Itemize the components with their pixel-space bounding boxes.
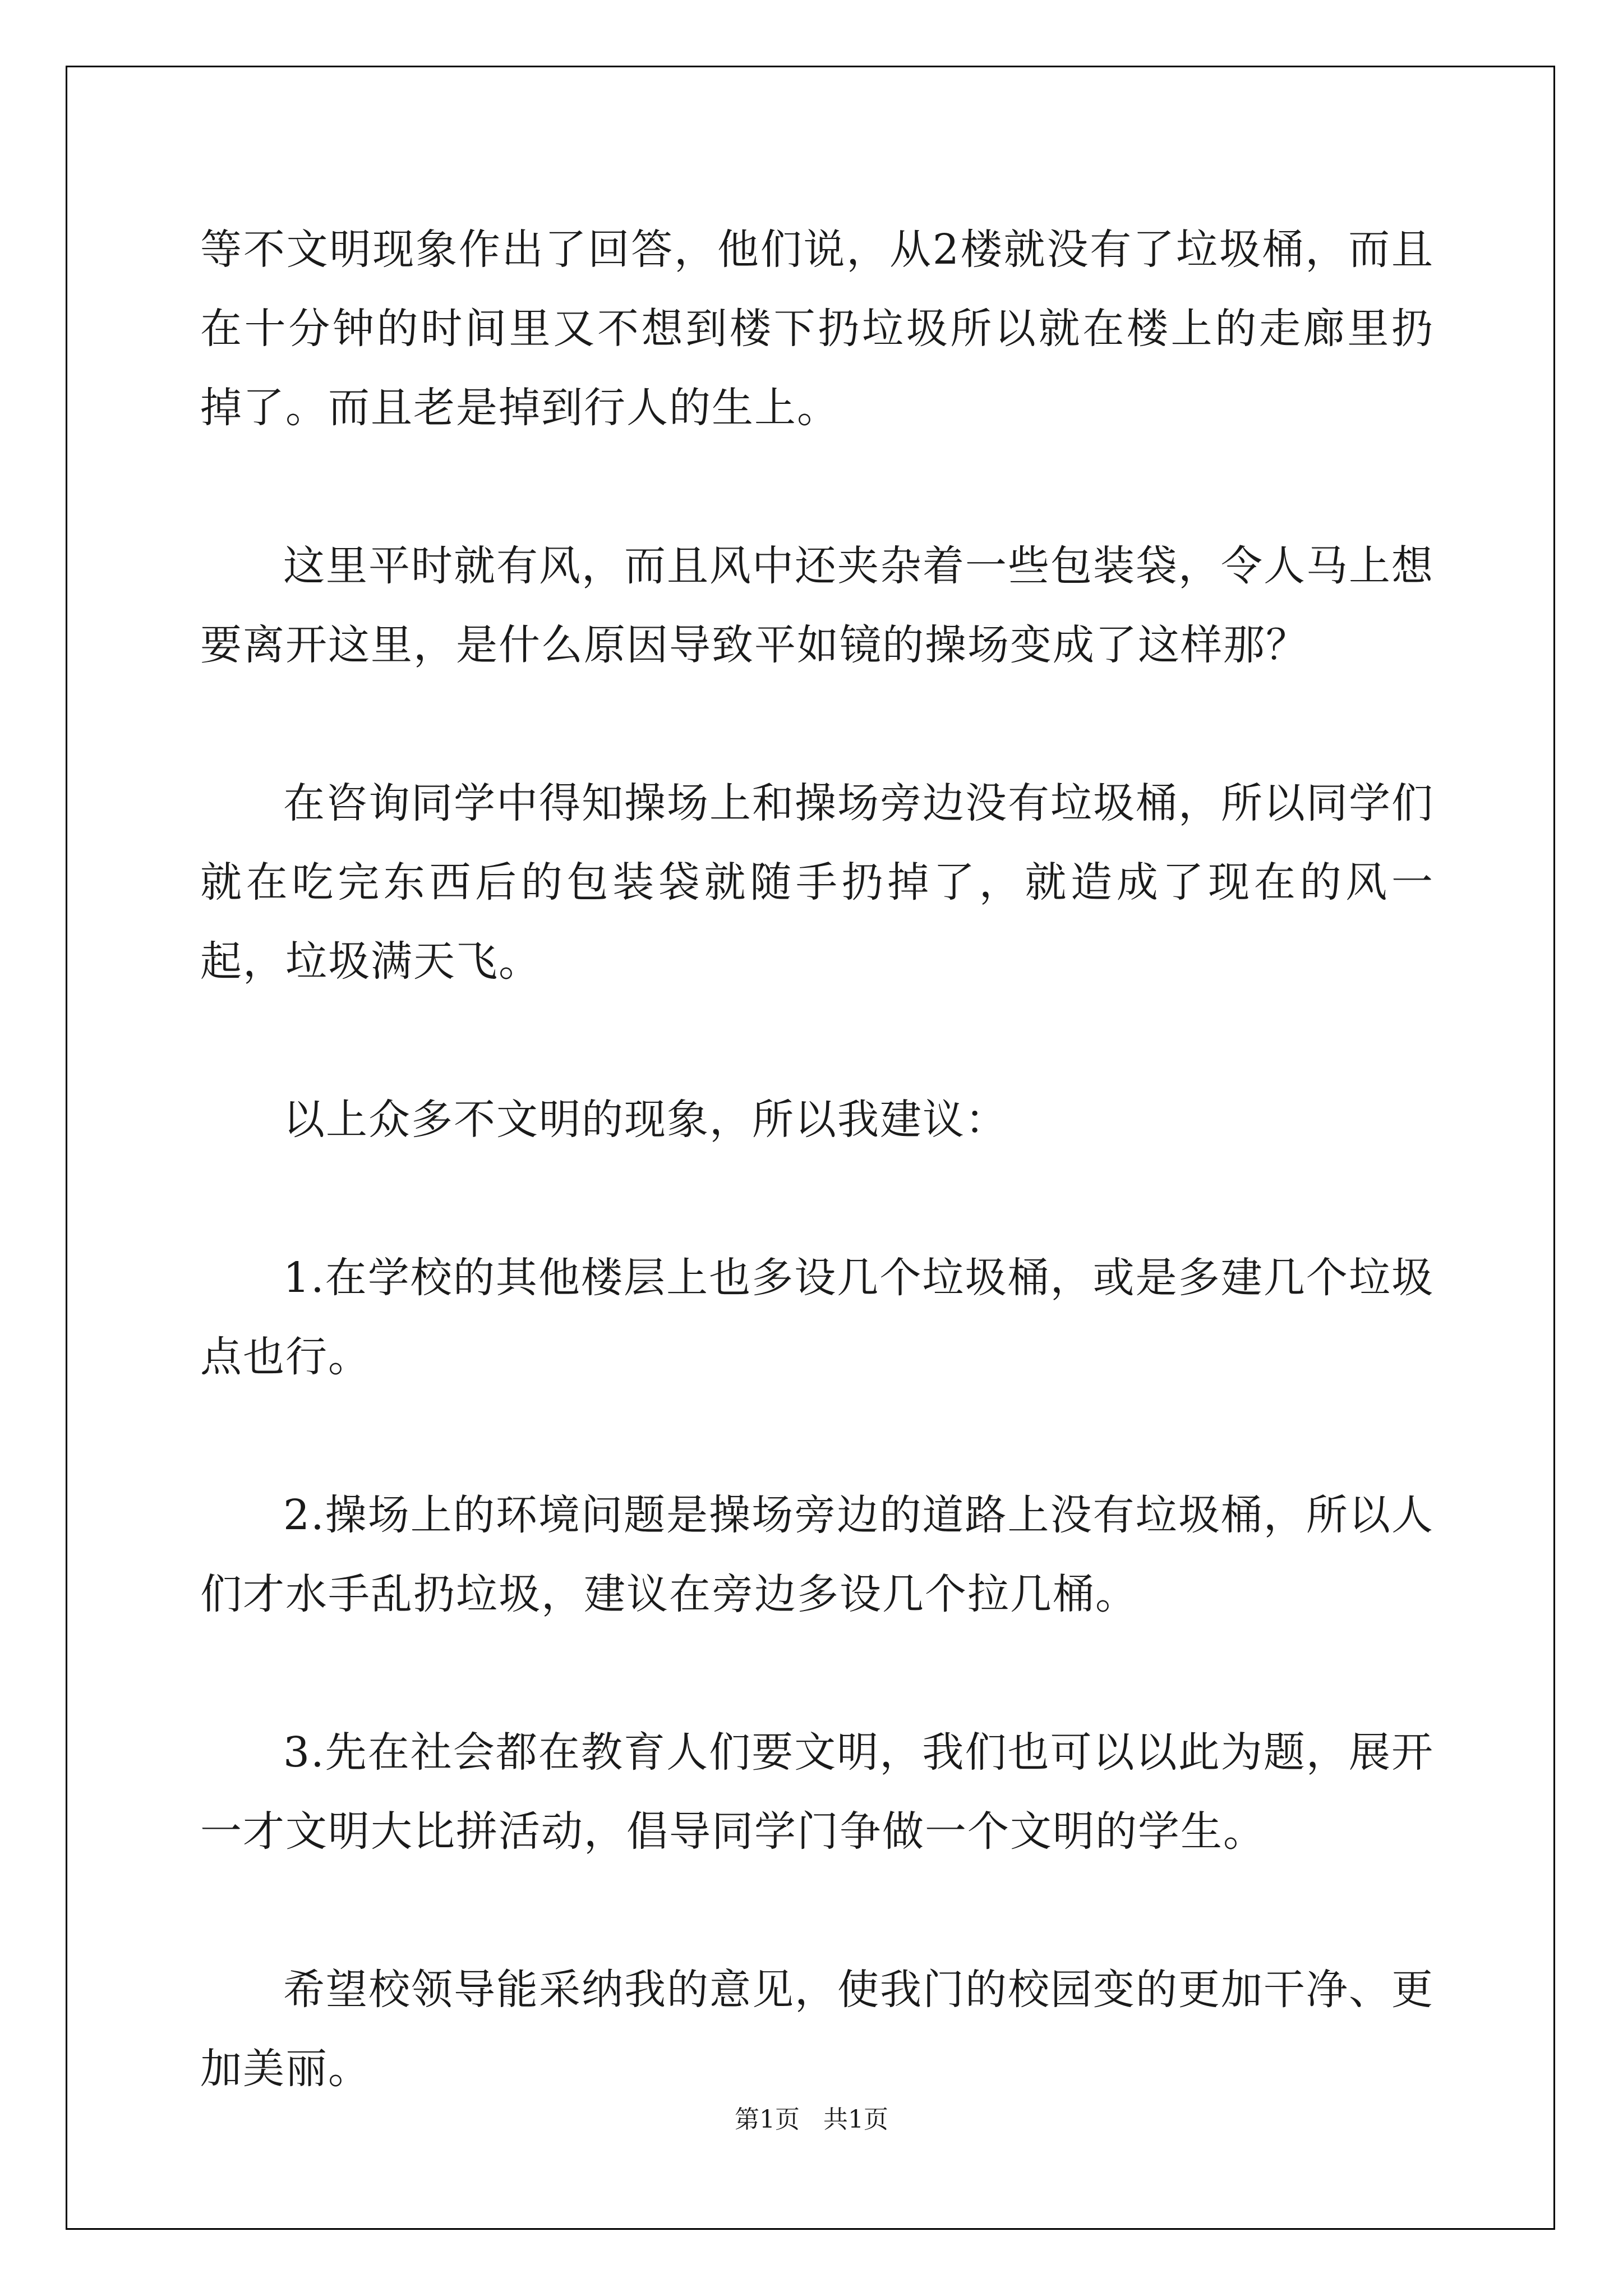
paragraph-2: 这里平时就有风，而且风中还夹杂着一些包装袋，令人马上想要离开这里，是什么原因导致平如镜的操场变成了这样那？ — [200, 542, 1434, 669]
paragraph-4: 以上众多不文明的现象，所以我建议： — [283, 1096, 1008, 1144]
paragraph-3: 在咨询同学中得知操场上和操场旁边没有垃圾桶，所以同学们就在吃完东西后的包装袋就随手扔掉了，就造成了现在的风一起，垃圾满天飞。 — [200, 779, 1434, 986]
suggestion-1: 1.在学校的其他楼层上也多设几个垃圾桶，或是多建几个垃圾点也行。 — [200, 1254, 1434, 1381]
paragraph-1: 等不文明现象作出了回答，他们说，从2楼就没有了垃圾桶，而且在十分钟的时间里又不想到楼下扔垃圾所以就在楼上的走廊里扔掉了。而且老是掉到行人的生上。 — [200, 226, 1434, 432]
page-number-footer: 第1页 共1页 — [735, 2105, 888, 2134]
closing-paragraph: 希望校领导能采纳我的意见，使我门的校园变的更加干净、更加美丽。 — [200, 1966, 1434, 2093]
suggestion-3: 3.先在社会都在教育人们要文明，我们也可以以此为题，展开一才文明大比拼活动，倡导同学门争做一个文明的学生。 — [200, 1728, 1434, 1856]
document-body — [200, 210, 1434, 2188]
suggestion-2: 2.操场上的环境问题是操场旁边的道路上没有垃圾桶，所以人们才水手乱扔垃圾，建议在旁边多设几个拉几桶。 — [200, 1491, 1434, 1618]
